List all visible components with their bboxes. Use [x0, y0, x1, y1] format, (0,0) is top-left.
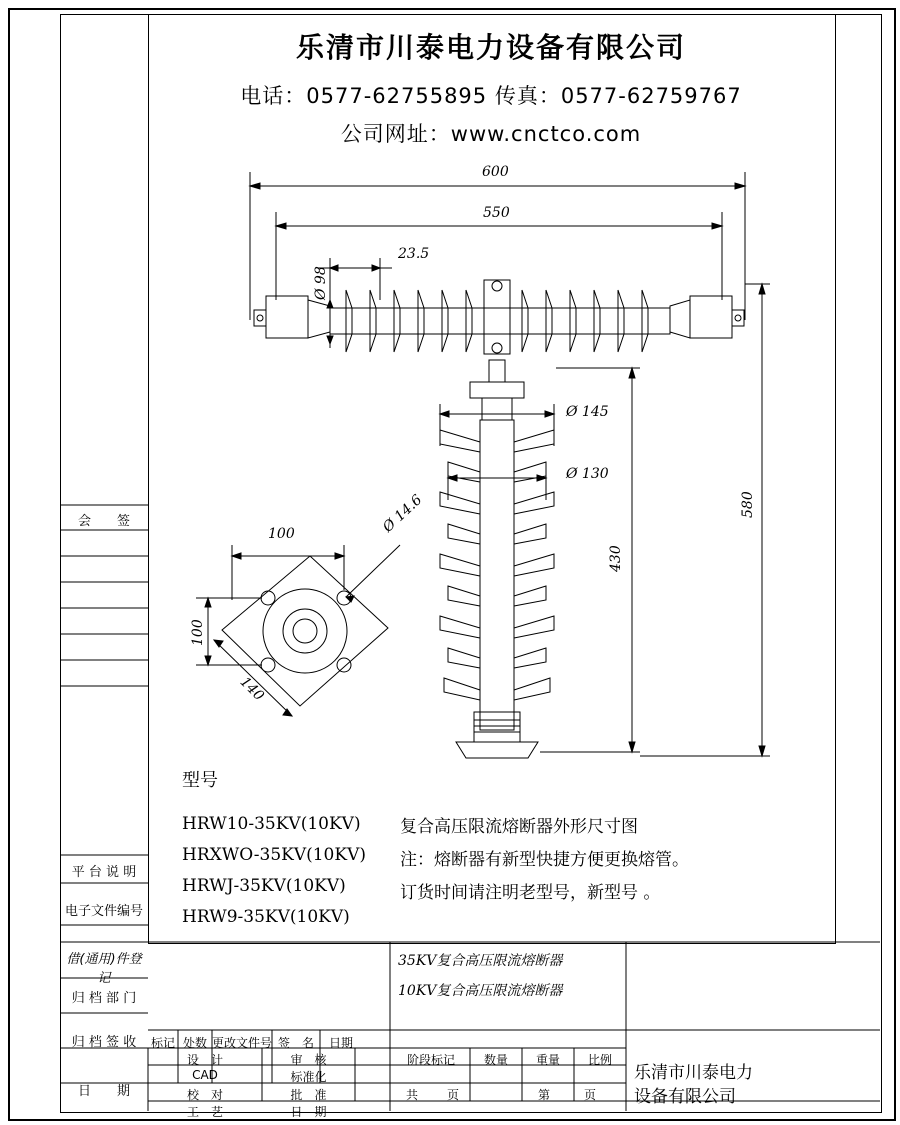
- stage-header-quantity: 数量: [483, 1053, 508, 1067]
- company-website: 公司网址：www.cnctco.com: [340, 122, 642, 146]
- model-item-2: HRXWO-35KV(10KV): [182, 845, 366, 865]
- label-archive-dept: 归 档 部 门: [71, 991, 137, 1006]
- label-hui-qian: 会 签: [77, 514, 130, 529]
- role-process: 工 艺: [186, 1105, 223, 1119]
- stage-header-stage-mark: 阶段标记: [406, 1053, 455, 1067]
- note-line-1: 复合高压限流熔断器外形尺寸图: [400, 817, 638, 837]
- role-approve: 批 准: [290, 1088, 327, 1102]
- drawing-area-border: [148, 14, 836, 944]
- label-platform: 平 台 说 明: [71, 865, 137, 880]
- dim-dia-98: Ø 98: [313, 266, 329, 300]
- rev-header-biaoji: 标记: [150, 1036, 175, 1050]
- note-line-3: 订货时间请注明老型号，新型号 。: [400, 883, 661, 903]
- role-cad: CAD: [192, 1068, 218, 1082]
- role-review: 审 核: [290, 1053, 327, 1067]
- dim-600: 600: [482, 164, 509, 180]
- page-label-ye-2: 页: [583, 1088, 596, 1102]
- dim-hole-14-6: Ø 14.6: [380, 491, 426, 536]
- dim-base-100-vertical: 100: [190, 619, 206, 646]
- dim-550: 550: [483, 205, 510, 221]
- label-archive-sign: 归 档 签 收: [71, 1035, 137, 1050]
- titleblock-company-line1: 乐清市川泰电力: [634, 1063, 753, 1083]
- company-phone: 电话：0577-62755895 传真：0577-62759767: [240, 84, 742, 108]
- model-item-1: HRW10-35KV(10KV): [182, 814, 361, 834]
- label-borrow-register: 借(通用)件登记: [66, 952, 142, 986]
- note-line-2: 注：熔断器有新型快捷方便更换熔管。: [400, 850, 689, 870]
- model-list-title: 型号: [182, 770, 218, 791]
- dim-base-140: 140: [236, 674, 267, 705]
- page-label-ye-1: 页: [446, 1088, 459, 1102]
- product-title-10kv: 10KV复合高压限流熔断器: [398, 983, 563, 999]
- stage-header-scale: 比例: [587, 1053, 612, 1067]
- label-efile-number: 电子文件编号: [64, 904, 143, 919]
- page-label-di: 第: [537, 1088, 550, 1102]
- page-label-gong: 共: [405, 1088, 418, 1102]
- dim-23-5: 23.5: [398, 246, 430, 262]
- label-date: 日 期: [77, 1084, 130, 1099]
- role-standardization: 标准化: [290, 1070, 327, 1084]
- stage-header-weight: 重量: [535, 1053, 560, 1067]
- dim-dia-130: Ø 130: [566, 466, 609, 482]
- role-design: 设 计: [186, 1053, 223, 1067]
- company-name: 乐清市川泰电力设备有限公司: [295, 31, 686, 64]
- model-item-3: HRWJ-35KV(10KV): [182, 876, 346, 896]
- rev-header-file-no: 更改文件号: [212, 1036, 273, 1050]
- dim-base-100-horizontal: 100: [268, 526, 295, 542]
- rev-header-chushu: 处数: [182, 1036, 207, 1050]
- rev-header-date: 日期: [328, 1036, 353, 1050]
- dim-dia-145: Ø 145: [566, 404, 609, 420]
- dim-580: 580: [740, 491, 756, 518]
- dim-430: 430: [608, 545, 624, 572]
- titleblock-company-line2: 设备有限公司: [634, 1087, 736, 1107]
- role-date: 日 期: [290, 1105, 327, 1119]
- product-title-35kv: 35KV复合高压限流熔断器: [398, 953, 563, 969]
- model-item-4: HRW9-35KV(10KV): [182, 907, 350, 927]
- role-proofread: 校 对: [186, 1088, 223, 1102]
- rev-header-sign: 签 名: [277, 1036, 314, 1050]
